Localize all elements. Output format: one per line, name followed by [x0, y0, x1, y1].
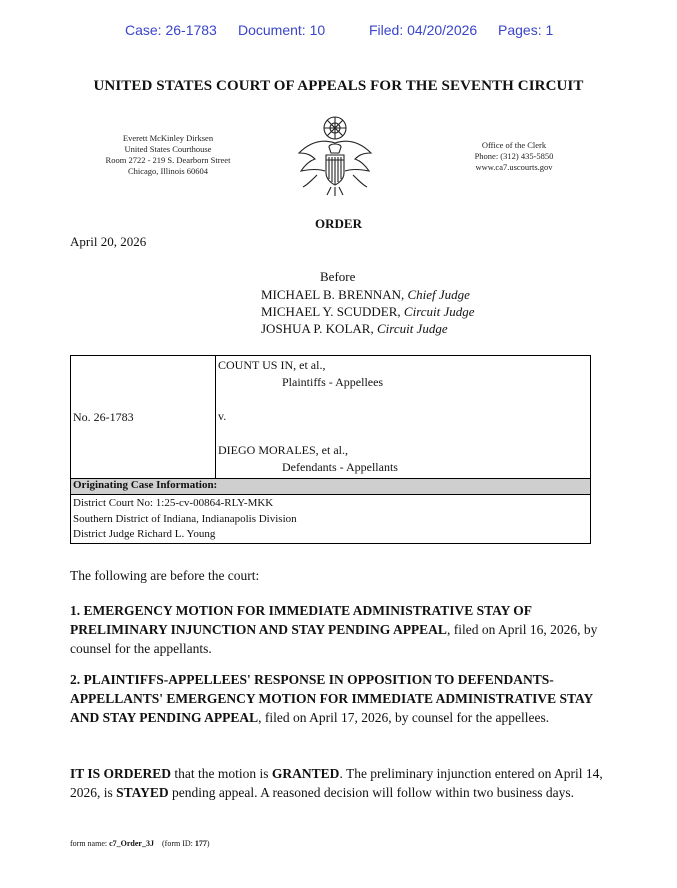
judge-line: [261, 321, 448, 337]
address-line: United States Courthouse: [124, 144, 212, 154]
address-line: Everett McKinley Dirksen: [122, 133, 214, 143]
order-title: ORDER: [315, 216, 362, 231]
order-stayed: STAYED: [116, 785, 169, 800]
judge-title: Circuit Judge: [376, 321, 448, 336]
form-id-close: ): [206, 839, 210, 848]
before-label: Before: [320, 269, 356, 284]
case-number: Case: 26-1783: [125, 22, 217, 38]
case-number-cell: No. 26-1783: [71, 356, 216, 479]
court-seal-eagle-icon: [293, 113, 377, 197]
plaintiff-role: Plaintiffs - Appellees: [282, 375, 384, 389]
plaintiff-name: COUNT US IN, et al.,: [218, 358, 326, 372]
originating-line: Southern District of Indiana, Indianapolis Division: [73, 512, 297, 525]
clerk-contact: [444, 140, 584, 173]
intro-paragraph: The following are before the court:: [70, 568, 260, 583]
originating-line: District Court No: 1:25-cv-00864-RLY-MKK: [73, 497, 274, 509]
order-text: . The preliminary injunction entered on April 14, 2026, is: [70, 766, 603, 800]
defendant-name: DIEGO MORALES, et al.,: [218, 443, 348, 457]
order-directive: IT IS ORDERED: [70, 766, 172, 781]
contact-line: Office of the Clerk: [481, 140, 547, 150]
motion-1-title: 1. EMERGENCY MOTION FOR IMMEDIATE ADMINISTRATIVE STAY OF PRELIMINARY INJUNCTION AND STAY PENDING APPEAL: [70, 603, 532, 637]
form-id-label: (form ID:: [161, 839, 195, 848]
motion-2-title: 2. PLAINTIFFS-APPELLEES' RESPONSE IN OPPOSITION TO DEFENDANTS-APPELLANTS' EMERGENCY MOTION FOR IMMEDIATE ADMINISTRATIVE STAY AND STAY PENDING APPEAL: [70, 672, 593, 725]
versus: v.: [218, 409, 227, 423]
form-footer: [70, 839, 210, 848]
motion-1-detail: , filed on April 16, 2026, by counsel for the appellants.: [70, 622, 598, 656]
address-line: Room 2722 - 219 S. Dearborn Street: [105, 155, 231, 165]
judge-title: Circuit Judge: [403, 304, 475, 319]
contact-line: www.ca7.uscourts.gov: [475, 162, 553, 172]
courthouse-address: [88, 133, 248, 177]
originating-heading: Originating Case Information:: [71, 479, 591, 495]
judge-title: Chief Judge: [407, 287, 470, 302]
filed-date: Filed: 04/20/2026: [369, 22, 478, 38]
motion-item-1: [70, 601, 610, 658]
form-name: c7_Order_3J: [109, 839, 154, 848]
judge-name: JOSHUA P. KOLAR,: [261, 321, 374, 336]
order-date: April 20, 2026: [70, 234, 147, 249]
page-count: Pages: 1: [498, 22, 554, 38]
judge-name: MICHAEL B. BRENNAN,: [261, 287, 405, 302]
originating-line: District Judge Richard L. Young: [73, 528, 216, 540]
form-id: 177: [194, 839, 207, 848]
motion-2-detail: , filed on April 17, 2026, by counsel for the appellees.: [258, 710, 550, 725]
parties-cell: [216, 356, 591, 479]
originating-details: [71, 495, 591, 544]
motion-item-2: [70, 670, 610, 727]
court-title: UNITED STATES COURT OF APPEALS FOR THE SEVENTH CIRCUIT: [93, 78, 584, 94]
judge-name: MICHAEL Y. SCUDDER,: [261, 304, 401, 319]
case-caption-table: [70, 355, 591, 544]
address-line: Chicago, Illinois 60604: [127, 166, 209, 176]
form-name-label: form name:: [70, 839, 110, 848]
judge-line: [261, 304, 475, 320]
judge-line: [261, 287, 470, 303]
defendant-role: Defendants - Appellants: [282, 460, 398, 474]
order-paragraph: [70, 764, 610, 802]
order-text: pending appeal. A reasoned decision will follow within two business days.: [168, 785, 574, 800]
order-granted: GRANTED: [271, 766, 340, 781]
contact-line: Phone: (312) 435-5850: [474, 151, 554, 161]
order-text: that the motion is: [171, 766, 272, 781]
document-number: Document: 10: [238, 22, 326, 38]
